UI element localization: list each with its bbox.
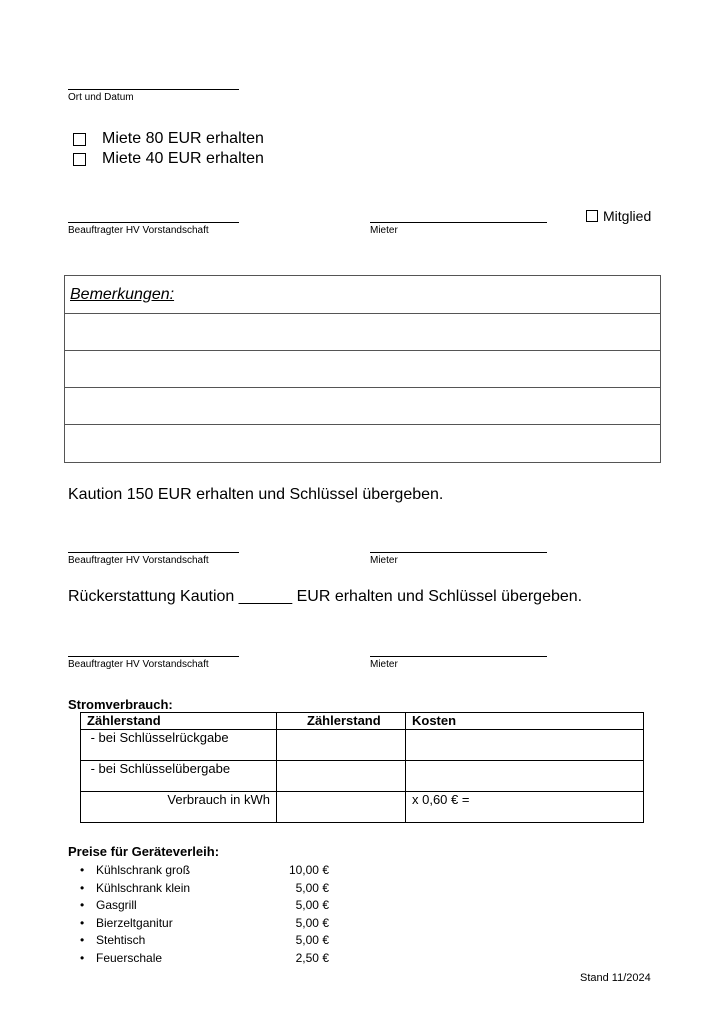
signature-label-vorstand: Beauftragter HV Vorstandschaft <box>68 225 209 236</box>
row-value[interactable] <box>277 792 406 823</box>
list-item: • Kühlschrank groß 10,00 € <box>80 862 329 880</box>
list-item: • Stehtisch 5,00 € <box>80 932 329 950</box>
list-item: • Gasgrill 5,00 € <box>80 897 329 915</box>
signature-line-mieter <box>370 222 547 223</box>
signature-label-mieter: Mieter <box>370 225 398 236</box>
bullet-icon: • <box>80 880 85 895</box>
mitglied-label: Mitglied <box>603 208 652 224</box>
signature-line-vorstand <box>68 222 239 223</box>
option-label: Miete 80 EUR erhalten <box>102 130 264 147</box>
list-item: • Bierzeltganitur 5,00 € <box>80 915 329 933</box>
row-cost[interactable] <box>406 730 644 761</box>
row-label: - bei Schlüsselübergabe <box>81 761 277 792</box>
bemerkungen-line <box>65 424 660 425</box>
preise-title: Preise für Geräteverleih: <box>68 844 220 859</box>
stand-label: Stand 11/2024 <box>580 972 651 984</box>
bullet-icon: • <box>80 950 85 965</box>
mitglied-option[interactable] <box>586 208 651 224</box>
bullet-icon: • <box>80 898 85 912</box>
strom-title: Stromverbrauch: <box>68 697 173 712</box>
bullet-icon: • <box>80 915 85 930</box>
header-kosten: Kosten <box>406 713 644 730</box>
table-header-row <box>81 713 644 730</box>
list-item: • Feuerschale 2,50 € <box>80 950 329 968</box>
row-label: Verbrauch in kWh <box>81 792 277 823</box>
bullet-icon: • <box>80 863 85 877</box>
kaution-text: Kaution 150 EUR erhalten und Schlüssel übergeben. <box>68 486 444 503</box>
signature-label-vorstand: Beauftragter HV Vorstandschaft <box>68 555 209 566</box>
ort-datum-label: Ort und Datum <box>68 92 134 103</box>
signature-label-mieter: Mieter <box>370 555 398 566</box>
table-row <box>81 730 644 761</box>
signature-line-vorstand <box>68 552 239 553</box>
strom-table <box>80 712 644 823</box>
checkbox-icon[interactable] <box>73 133 86 146</box>
signature-line-vorstand <box>68 656 239 657</box>
header-zaehlerstand-2: Zählerstand <box>277 713 406 730</box>
signature-line-mieter <box>370 656 547 657</box>
row-value[interactable] <box>277 730 406 761</box>
preise-list <box>80 862 329 967</box>
row-cost[interactable] <box>406 761 644 792</box>
signature-label-vorstand: Beauftragter HV Vorstandschaft <box>68 659 209 670</box>
table-row <box>81 761 644 792</box>
bemerkungen-box[interactable] <box>64 275 661 463</box>
list-item: • Kühlschrank klein 5,00 € <box>80 880 329 898</box>
checkbox-icon[interactable] <box>586 210 598 222</box>
bemerkungen-line <box>65 387 660 388</box>
option-miete-80[interactable] <box>73 130 264 148</box>
bullet-icon: • <box>80 933 85 947</box>
option-label: Miete 40 EUR erhalten <box>102 150 264 167</box>
bemerkungen-title: Bemerkungen: <box>70 286 175 303</box>
row-value[interactable] <box>277 761 406 792</box>
bemerkungen-line <box>65 313 660 314</box>
row-label: - bei Schlüsselrückgabe <box>81 730 277 761</box>
option-miete-40[interactable] <box>73 150 264 168</box>
rueckerstattung-text: Rückerstattung Kaution ______ EUR erhalten und Schlüssel übergeben. <box>68 588 583 605</box>
checkbox-icon[interactable] <box>73 153 86 166</box>
signature-line-mieter <box>370 552 547 553</box>
signature-label-mieter: Mieter <box>370 659 398 670</box>
header-zaehlerstand: Zählerstand <box>81 713 277 730</box>
table-row <box>81 792 644 823</box>
bemerkungen-line <box>65 350 660 351</box>
row-cost[interactable]: x 0,60 € = <box>406 792 644 823</box>
ort-datum-line <box>68 89 239 90</box>
